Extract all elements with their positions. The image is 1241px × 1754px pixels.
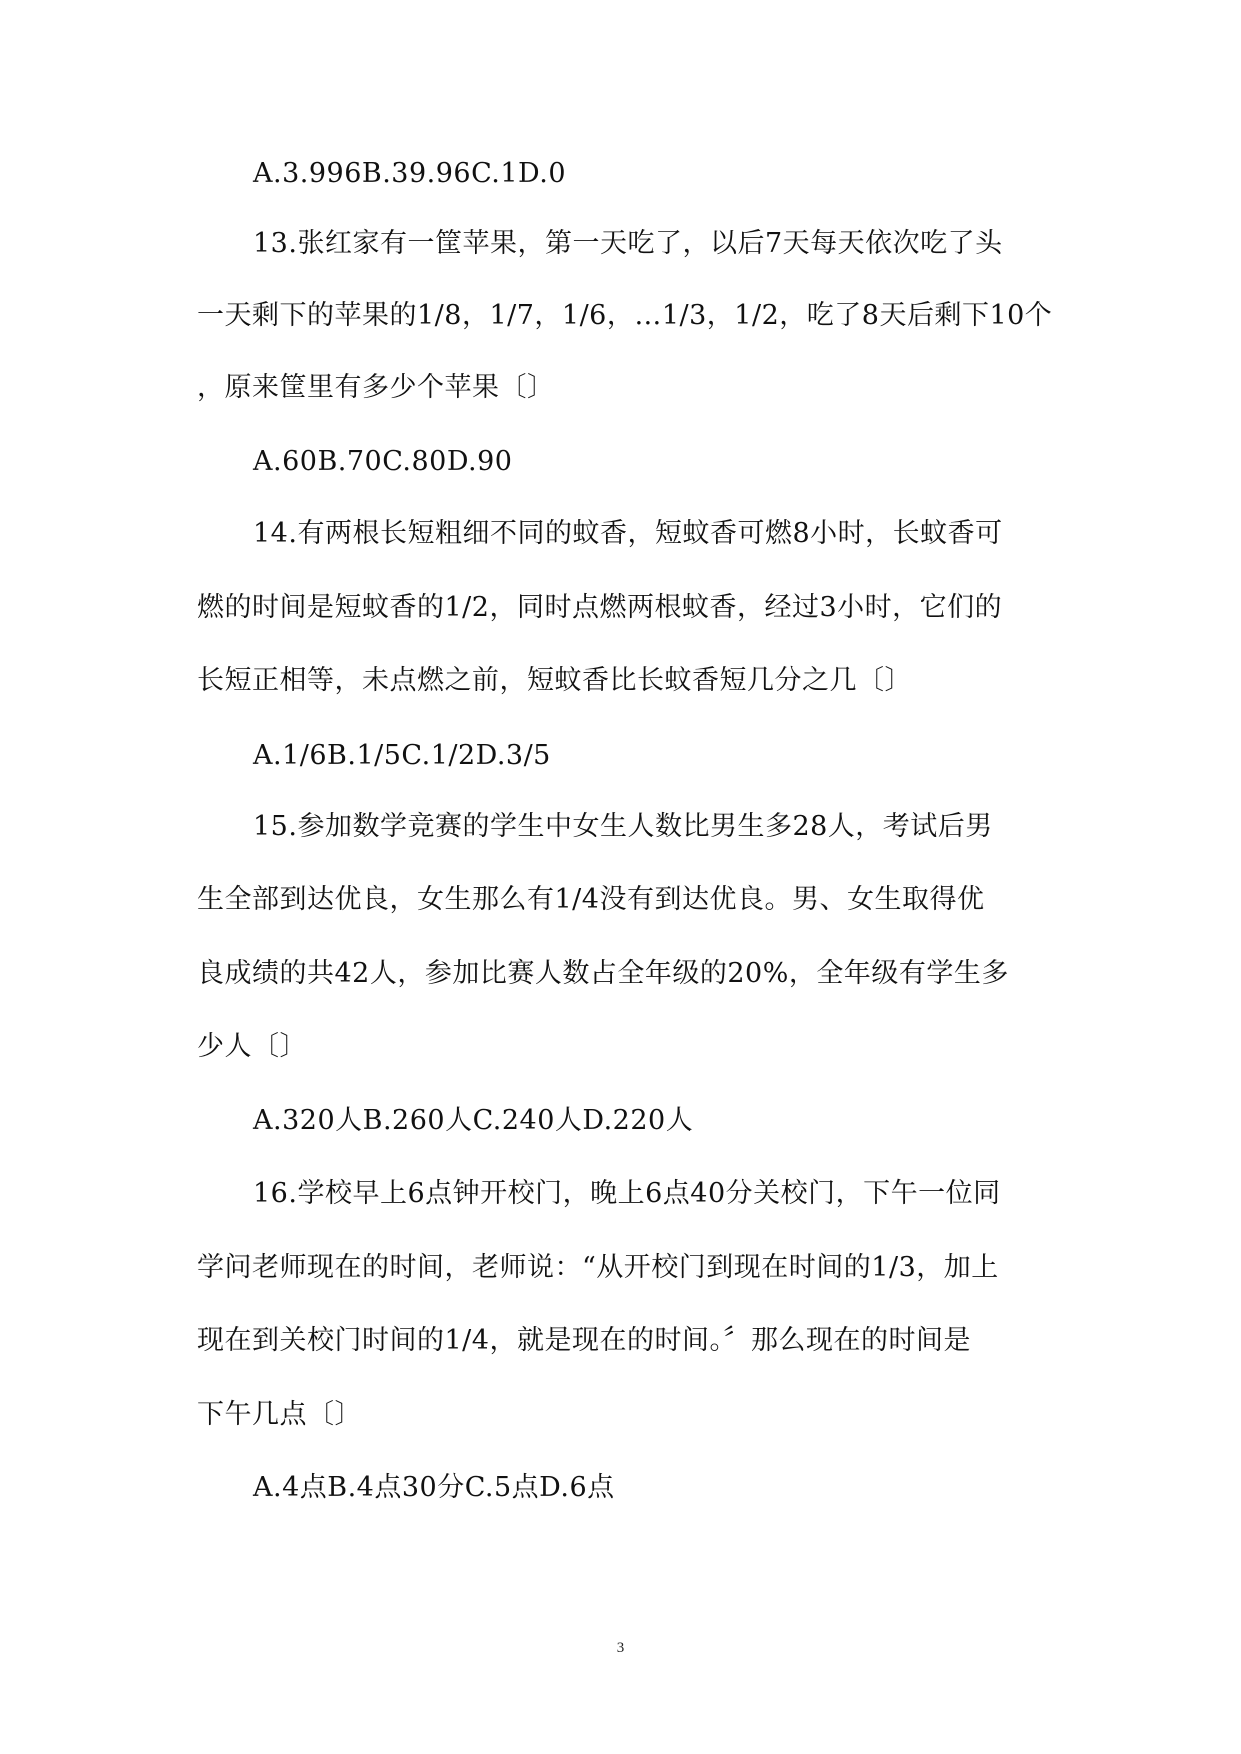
q15-text-line-3: 良成绩的共42人，参加比赛人数占全年级的20%，全年级有学生多 — [197, 958, 1009, 989]
q14-options: A.1/6B.1/5C.1/2D.3/5 — [253, 740, 551, 771]
q13-text-line-3: ，原来筐里有多少个苹果〔〕 — [197, 372, 555, 403]
q15-text-line-4: 少人〔〕 — [197, 1031, 307, 1062]
q16-text-line-1: 16.学校早上6点钟开校门，晚上6点40分关校门，下午一位同 — [253, 1178, 1001, 1209]
q15-text-line-2: 生全部到达优良，女生那么有1/4没有到达优良。男、女生取得优 — [197, 884, 985, 915]
q15-options: A.320人B.260人C.240人D.220人 — [253, 1105, 694, 1136]
page-number: 3 — [616, 1640, 625, 1656]
q14-text-line-1: 14.有两根长短粗细不同的蚊香，短蚊香可燃8小时，长蚊香可 — [253, 518, 1003, 549]
q15-text-line-1: 15.参加数学竞赛的学生中女生人数比男生多28人，考试后男 — [253, 811, 993, 842]
q14-text-line-3: 长短正相等，未点燃之前，短蚊香比长蚊香短几分之几〔〕 — [197, 665, 912, 696]
q16-options: A.4点B.4点30分C.5点D.6点 — [253, 1472, 615, 1503]
q13-text-line-1: 13.张红家有一筐苹果，第一天吃了，以后7天每天依次吃了头 — [253, 228, 1003, 259]
q14-text-line-2: 燃的时间是短蚊香的1/2，同时点燃两根蚊香，经过3小时，它们的 — [197, 592, 1003, 623]
q12-options: A.3.996B.39.96C.1D.0 — [253, 158, 566, 189]
q16-text-line-2: 学问老师现在的时间，老师说：“从开校门到现在时间的1/3，加上 — [197, 1252, 999, 1283]
q16-text-line-4: 下午几点〔〕 — [197, 1399, 362, 1430]
q13-options: A.60B.70C.80D.90 — [253, 446, 513, 477]
q16-text-line-3: 现在到关校门时间的1/4，就是现在的时间。〞那么现在的时间是 — [197, 1325, 971, 1356]
q13-text-line-2: 一天剩下的苹果的1/8，1/7，1/6，…1/3，1/2，吃了8天后剩下10个 — [197, 300, 1053, 331]
